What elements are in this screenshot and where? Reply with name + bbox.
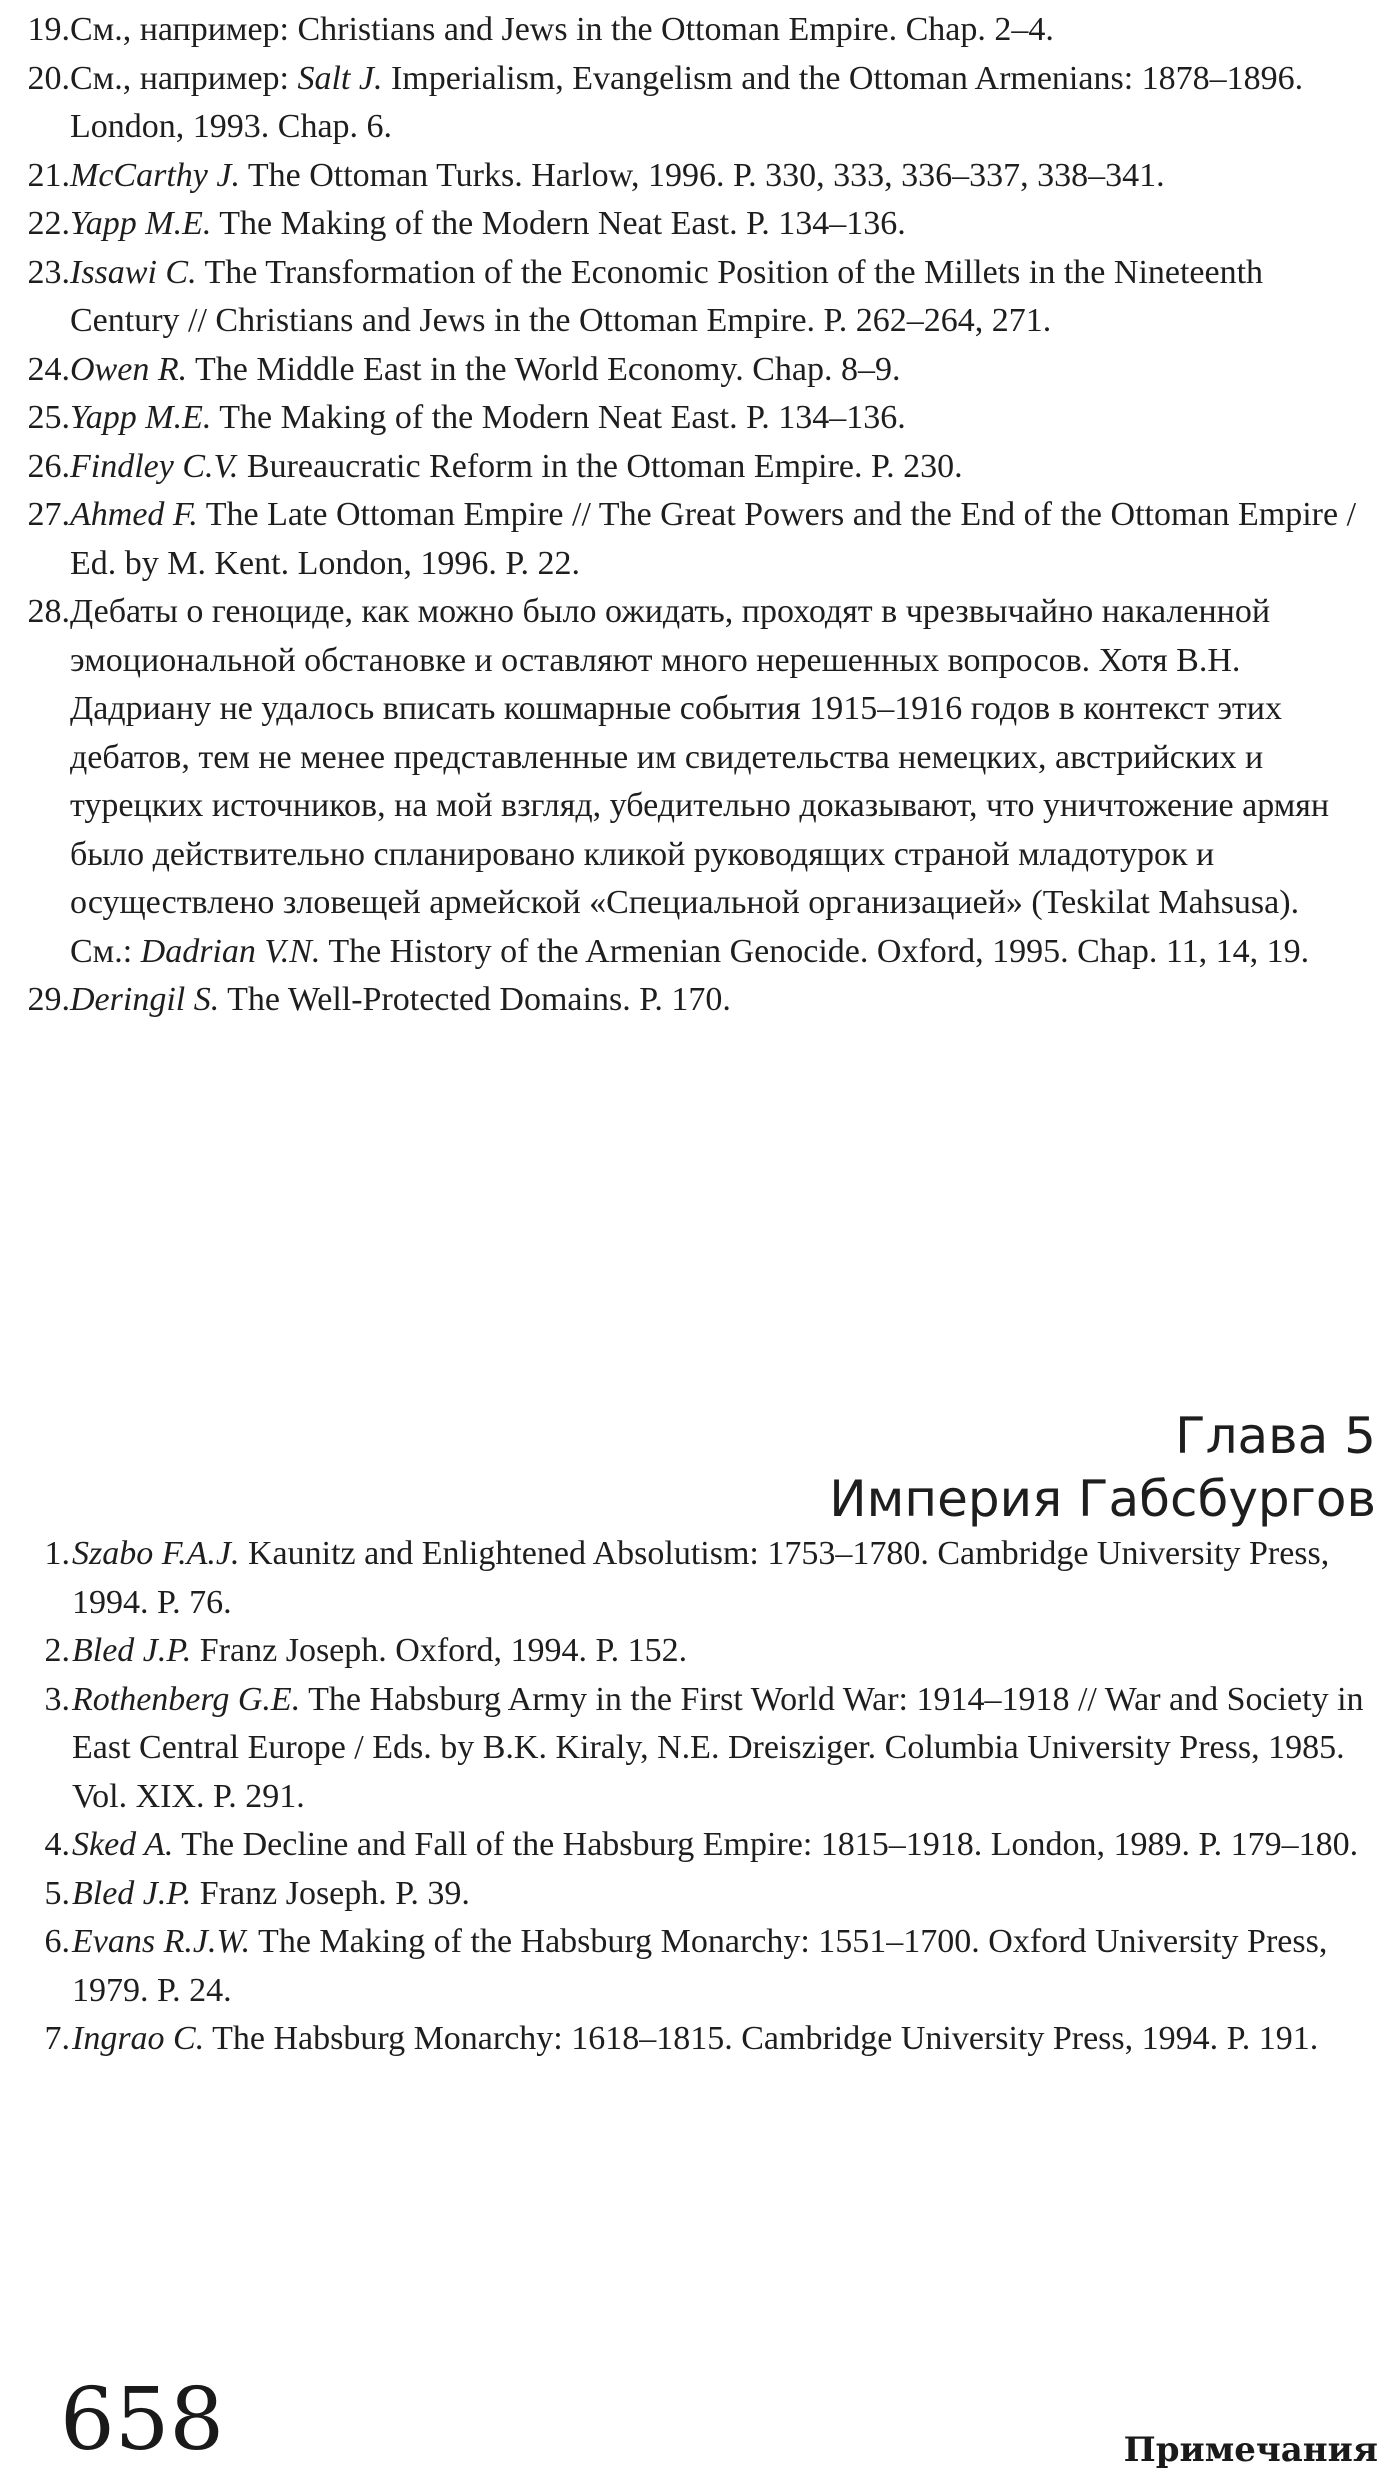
note-author: Sked A.	[72, 1826, 174, 1863]
note-number: 27.	[27, 496, 70, 533]
chapter-heading	[829, 1405, 1376, 1531]
note-text: The Making of the Habsburg Monarchy: 1551–1700. Oxford University Press, 1979. P. 24.	[72, 1923, 1328, 2009]
note-item	[0, 394, 1398, 443]
note-text: The Transformation of the Economic Position of the Millets in the Nineteenth Century // Christians and Jews in the Ottoman Empire. P. 262–264, 271.	[70, 253, 1264, 339]
note-text: См., например: Christians and Jews in the Ottoman Empire. Chap. 2–4.	[70, 11, 1054, 48]
chapter-number: Глава 5	[1175, 1407, 1376, 1465]
note-number: 4.	[44, 1826, 70, 1863]
note-number: 1.	[44, 1535, 70, 1572]
note-item	[0, 1870, 1398, 1919]
note-text: Kaunitz and Enlightened Absolutism: 1753–1780. Cambridge University Press, 1994. P. 76.	[72, 1535, 1330, 1621]
note-author: Szabo F.A.J.	[72, 1535, 240, 1572]
note-author: Rothenberg G.E.	[72, 1680, 301, 1718]
note-number: 26.	[27, 447, 70, 485]
note-author: Findley C.V.	[70, 447, 239, 485]
note-text: См., например: Salt J. Imperialism, Evangelism and the Ottoman Armenians: 1878–1896. London, 1993. Chap. 6.	[70, 59, 1304, 145]
note-item	[0, 152, 1398, 201]
note-item	[0, 1918, 1398, 2015]
note-number: 29.	[27, 981, 70, 1018]
note-text: The Decline and Fall of the Habsburg Empire: 1815–1918. London, 1989. P. 179–180.	[181, 1826, 1359, 1863]
note-text: Дебаты о геноциде, как можно было ожидать, проходят в чрезвычайно накаленной эмоциональной обстановке и оставляют много нерешенных вопросов. Хотя В.Н. Дадриану не удалось вписать кошмарные события 1915–1916 годов в контекст этих дебатов, тем не менее представленные им свидетельства немецких, австрийских и турецких источников, на мой взгляд, убедительно доказывают, что уничтожение армян было действительно спланировано кликой руководящих страной младотурок и осуществлено зловещей армейской «Специальной организацией» (Teskilat Mahsusa). См.: Dadrian V.N. The History of the Armenian Genocide. Oxford, 1995. Chap. 11, 14, 19.	[70, 593, 1330, 970]
note-item	[0, 55, 1398, 152]
note-number: 24.	[27, 350, 70, 388]
note-text: The Making of the Modern Neat East. P. 134–136.	[219, 205, 906, 242]
note-text: The Ottoman Turks. Harlow, 1996. P. 330, 333, 336–337, 338–341.	[247, 156, 1165, 194]
note-author: Bled J.P.	[72, 1632, 192, 1669]
note-item	[0, 1821, 1398, 1870]
note-number: 21.	[27, 156, 70, 194]
page-number: 658	[60, 2370, 225, 2470]
note-author: Yapp M.E.	[70, 399, 212, 436]
note-author: Bled J.P.	[72, 1874, 192, 1912]
note-text: The Habsburg Army in the First World War: 1914–1918 // War and Society in East Central Europe / Eds. by B.K. Kiraly, N.E. Dreisziger. Columbia University Press, 1985. Vol. XIX. P. 291.	[72, 1680, 1364, 1815]
note-item	[0, 1627, 1398, 1676]
chapter-title: Империя Габсбургов	[829, 1470, 1376, 1528]
note-text: The Well-Protected Domains. P. 170.	[227, 981, 731, 1018]
note-item	[0, 200, 1398, 249]
note-item	[0, 1530, 1398, 1627]
note-number: 22.	[27, 205, 70, 242]
note-text: The Habsburg Monarchy: 1618–1815. Cambridge University Press, 1994. P. 191.	[212, 2020, 1319, 2057]
note-item	[0, 1676, 1398, 1822]
note-number: 23.	[27, 253, 70, 291]
note-text: Bureaucratic Reform in the Ottoman Empire. P. 230.	[246, 447, 963, 485]
note-author: McCarthy J.	[70, 156, 240, 194]
note-text: Franz Joseph. P. 39.	[199, 1874, 470, 1912]
note-number: 20.	[27, 59, 70, 97]
note-number: 28.	[27, 593, 70, 630]
notes-list-chapter-5	[0, 1530, 1398, 2064]
note-author: Issawi C.	[70, 253, 197, 291]
note-author: Ingrao C.	[72, 2020, 205, 2057]
note-text: The Making of the Modern Neat East. P. 134–136.	[219, 399, 906, 436]
note-author: Owen R.	[70, 350, 188, 388]
note-item	[0, 491, 1398, 588]
note-item	[0, 6, 1398, 55]
note-item	[0, 346, 1398, 395]
note-item	[0, 249, 1398, 346]
note-author: Deringil S.	[70, 981, 220, 1018]
note-text: The Late Ottoman Empire // The Great Powers and the End of the Ottoman Empire / Ed. by M. Kent. London, 1996. P. 22.	[70, 496, 1357, 582]
note-item	[0, 443, 1398, 492]
note-author: Yapp M.E.	[70, 205, 212, 242]
note-author: Ahmed F.	[70, 496, 198, 533]
note-item	[0, 976, 1398, 1025]
note-number: 25.	[27, 399, 70, 436]
notes-list-chapter-4	[0, 6, 1398, 1025]
note-number: 3.	[44, 1680, 70, 1718]
note-item	[0, 2015, 1398, 2064]
note-text: The Middle East in the World Economy. Chap. 8–9.	[194, 350, 901, 388]
note-number: 5.	[44, 1874, 70, 1912]
note-item	[0, 588, 1398, 976]
running-title: Примечания	[1123, 2430, 1378, 2470]
note-text: Franz Joseph. Oxford, 1994. P. 152.	[199, 1632, 688, 1669]
note-number: 2.	[44, 1632, 70, 1669]
note-number: 6.	[44, 1923, 70, 1960]
note-number: 19.	[27, 11, 70, 48]
note-author: Evans R.J.W.	[72, 1923, 251, 1960]
note-number: 7.	[44, 2020, 70, 2057]
